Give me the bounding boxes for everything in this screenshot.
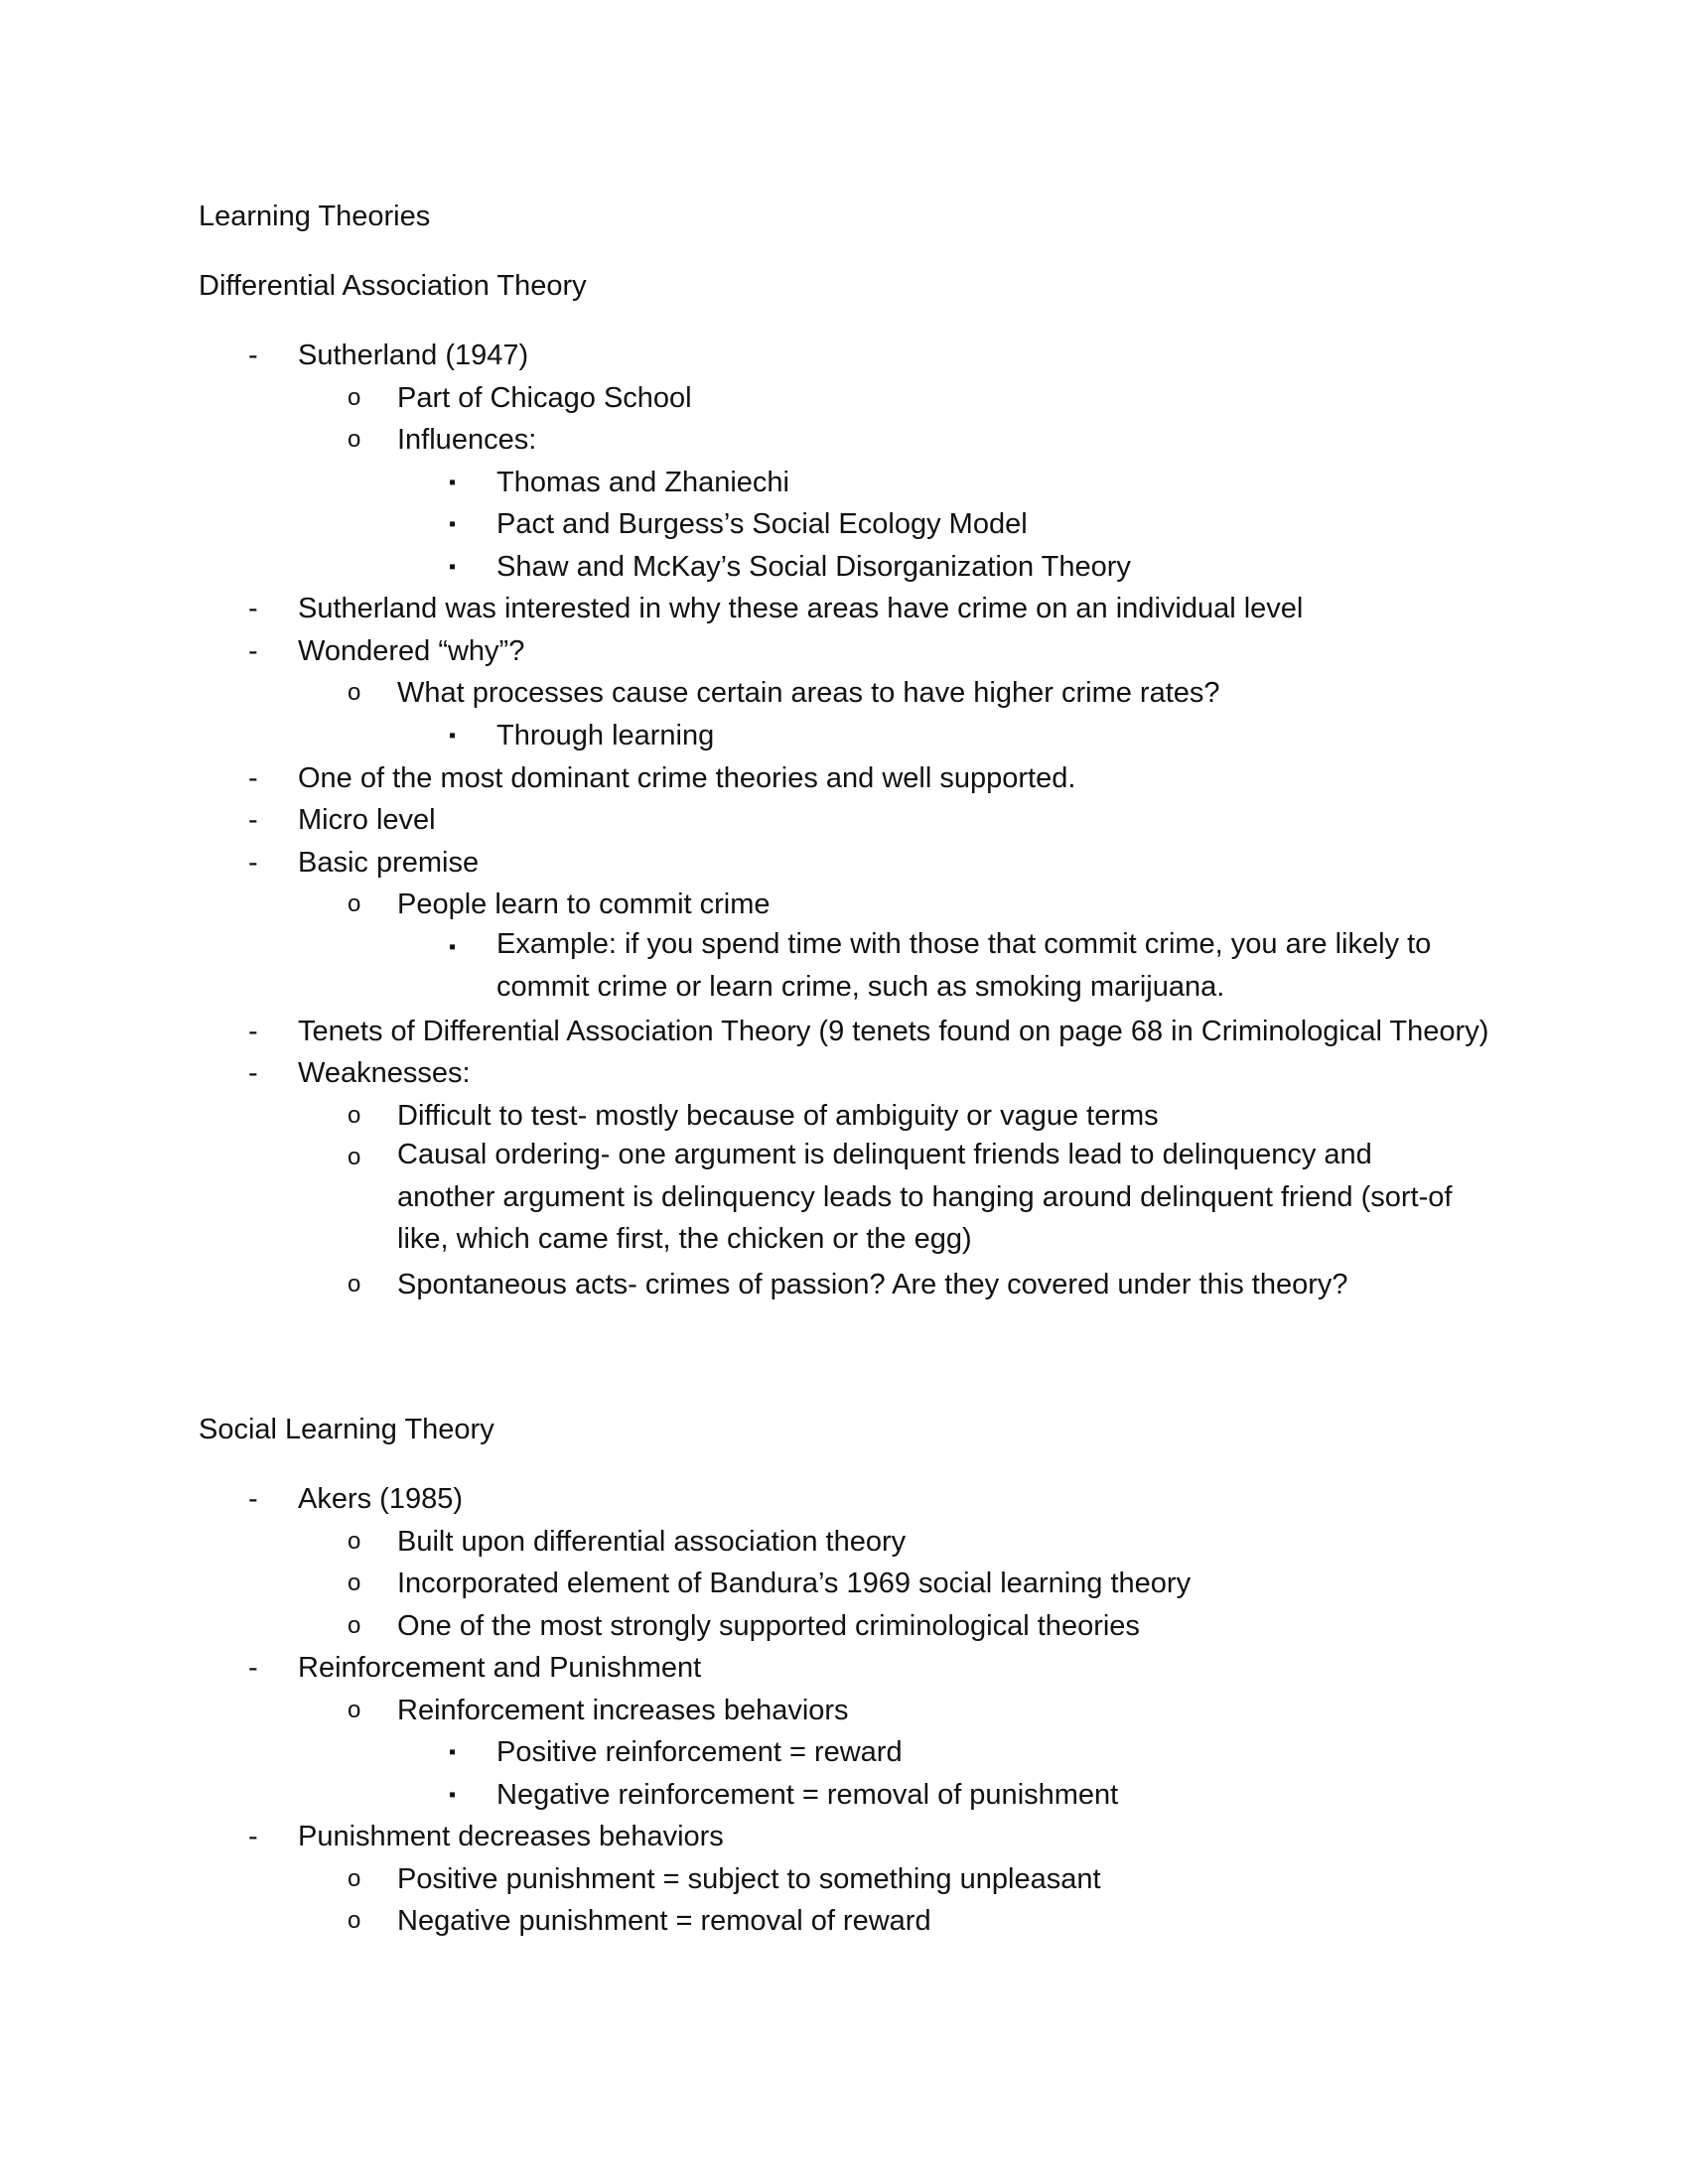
list-item: Through learning [496,720,715,751]
list-item: Spontaneous acts- crimes of passion? Are they covered under this theory? [397,1269,1348,1300]
list-item: Positive punishment = subject to something unpleasant [397,1863,1101,1895]
circle-bullet: o [348,426,361,453]
document-title: Learning Theories [199,201,431,232]
list-item: Reinforcement increases behaviors [397,1695,849,1726]
square-bullet: ▪ [449,472,457,493]
list-item: Positive reinforcement = reward [496,1736,903,1768]
list-item: Influences: [397,424,537,456]
dash-bullet: - [248,1483,258,1515]
section-heading-social-learning: Social Learning Theory [199,1414,494,1445]
dash-bullet: - [248,1057,258,1089]
list-item: Sutherland (1947) [298,340,529,371]
circle-bullet: o [348,1612,361,1639]
list-item: People learn to commit crime [397,888,771,920]
dash-bullet: - [248,340,258,371]
list-item: Basic premise [298,847,480,879]
list-item: Negative reinforcement = removal of punishment [496,1779,1119,1811]
circle-bullet: o [348,1907,361,1934]
circle-bullet: o [348,1697,361,1723]
list-item: Wondered “why”? [298,635,525,667]
circle-bullet: o [348,1570,361,1596]
square-bullet: ▪ [449,1784,457,1806]
list-item: Negative punishment = removal of reward [397,1905,931,1937]
circle-bullet: o [348,890,361,917]
dash-bullet: - [248,1652,258,1684]
circle-bullet: o [348,384,361,411]
circle-bullet: o [348,1102,361,1129]
circle-bullet: o [348,679,361,706]
dash-bullet: - [248,635,258,667]
square-bullet: ▪ [449,725,457,747]
dash-bullet: - [248,1821,258,1852]
list-item: What processes cause certain areas to have higher crime rates? [397,677,1220,709]
list-item: Reinforcement and Punishment [298,1652,702,1684]
square-bullet: ▪ [449,936,457,958]
dash-bullet: - [248,1016,258,1047]
list-item: Difficult to test- mostly because of ambiguity or vague terms [397,1100,1159,1132]
list-item: Example: if you spend time with those that commit crime, you are likely to commit crime or learn crime, such as smoking marijuana. [496,928,1432,1003]
list-item: Part of Chicago School [397,382,692,414]
circle-bullet: o [348,1865,361,1892]
list-item: Shaw and McKay’s Social Disorganization Theory [496,551,1131,583]
list-item: One of the most strongly supported criminological theories [397,1610,1140,1642]
list-item: Causal ordering- one argument is delinquent friends lead to delinquency and another argument is delinquency leads to hanging around delinquent friend (sort-of like, which came first, the chicken or the egg) [397,1139,1453,1255]
list-item: Micro level [298,804,436,836]
square-bullet: ▪ [449,556,457,578]
dash-bullet: - [248,847,258,879]
circle-bullet: o [348,1271,361,1297]
dash-bullet: - [248,593,258,624]
circle-bullet: o [348,1144,361,1170]
circle-bullet: o [348,1528,361,1555]
list-item: Akers (1985) [298,1483,464,1515]
dash-bullet: - [248,762,258,794]
list-item: Thomas and Zhaniechi [496,467,789,498]
list-item: Tenets of Differential Association Theory (9 tenets found on page 68 in Criminological Theory) [298,1016,1489,1047]
dash-bullet: - [248,804,258,836]
list-item: One of the most dominant crime theories and well supported. [298,762,1076,794]
list-item: Pact and Burgess’s Social Ecology Model [496,508,1028,540]
list-item: Incorporated element of Bandura’s 1969 social learning theory [397,1568,1192,1599]
list-item: Punishment decreases behaviors [298,1821,724,1852]
square-bullet: ▪ [449,513,457,535]
square-bullet: ▪ [449,1741,457,1763]
list-item: Weaknesses: [298,1057,471,1089]
list-item: Sutherland was interested in why these areas have crime on an individual level [298,593,1304,624]
section-heading-differential-association: Differential Association Theory [199,270,587,302]
list-item: Built upon differential association theory [397,1526,907,1558]
